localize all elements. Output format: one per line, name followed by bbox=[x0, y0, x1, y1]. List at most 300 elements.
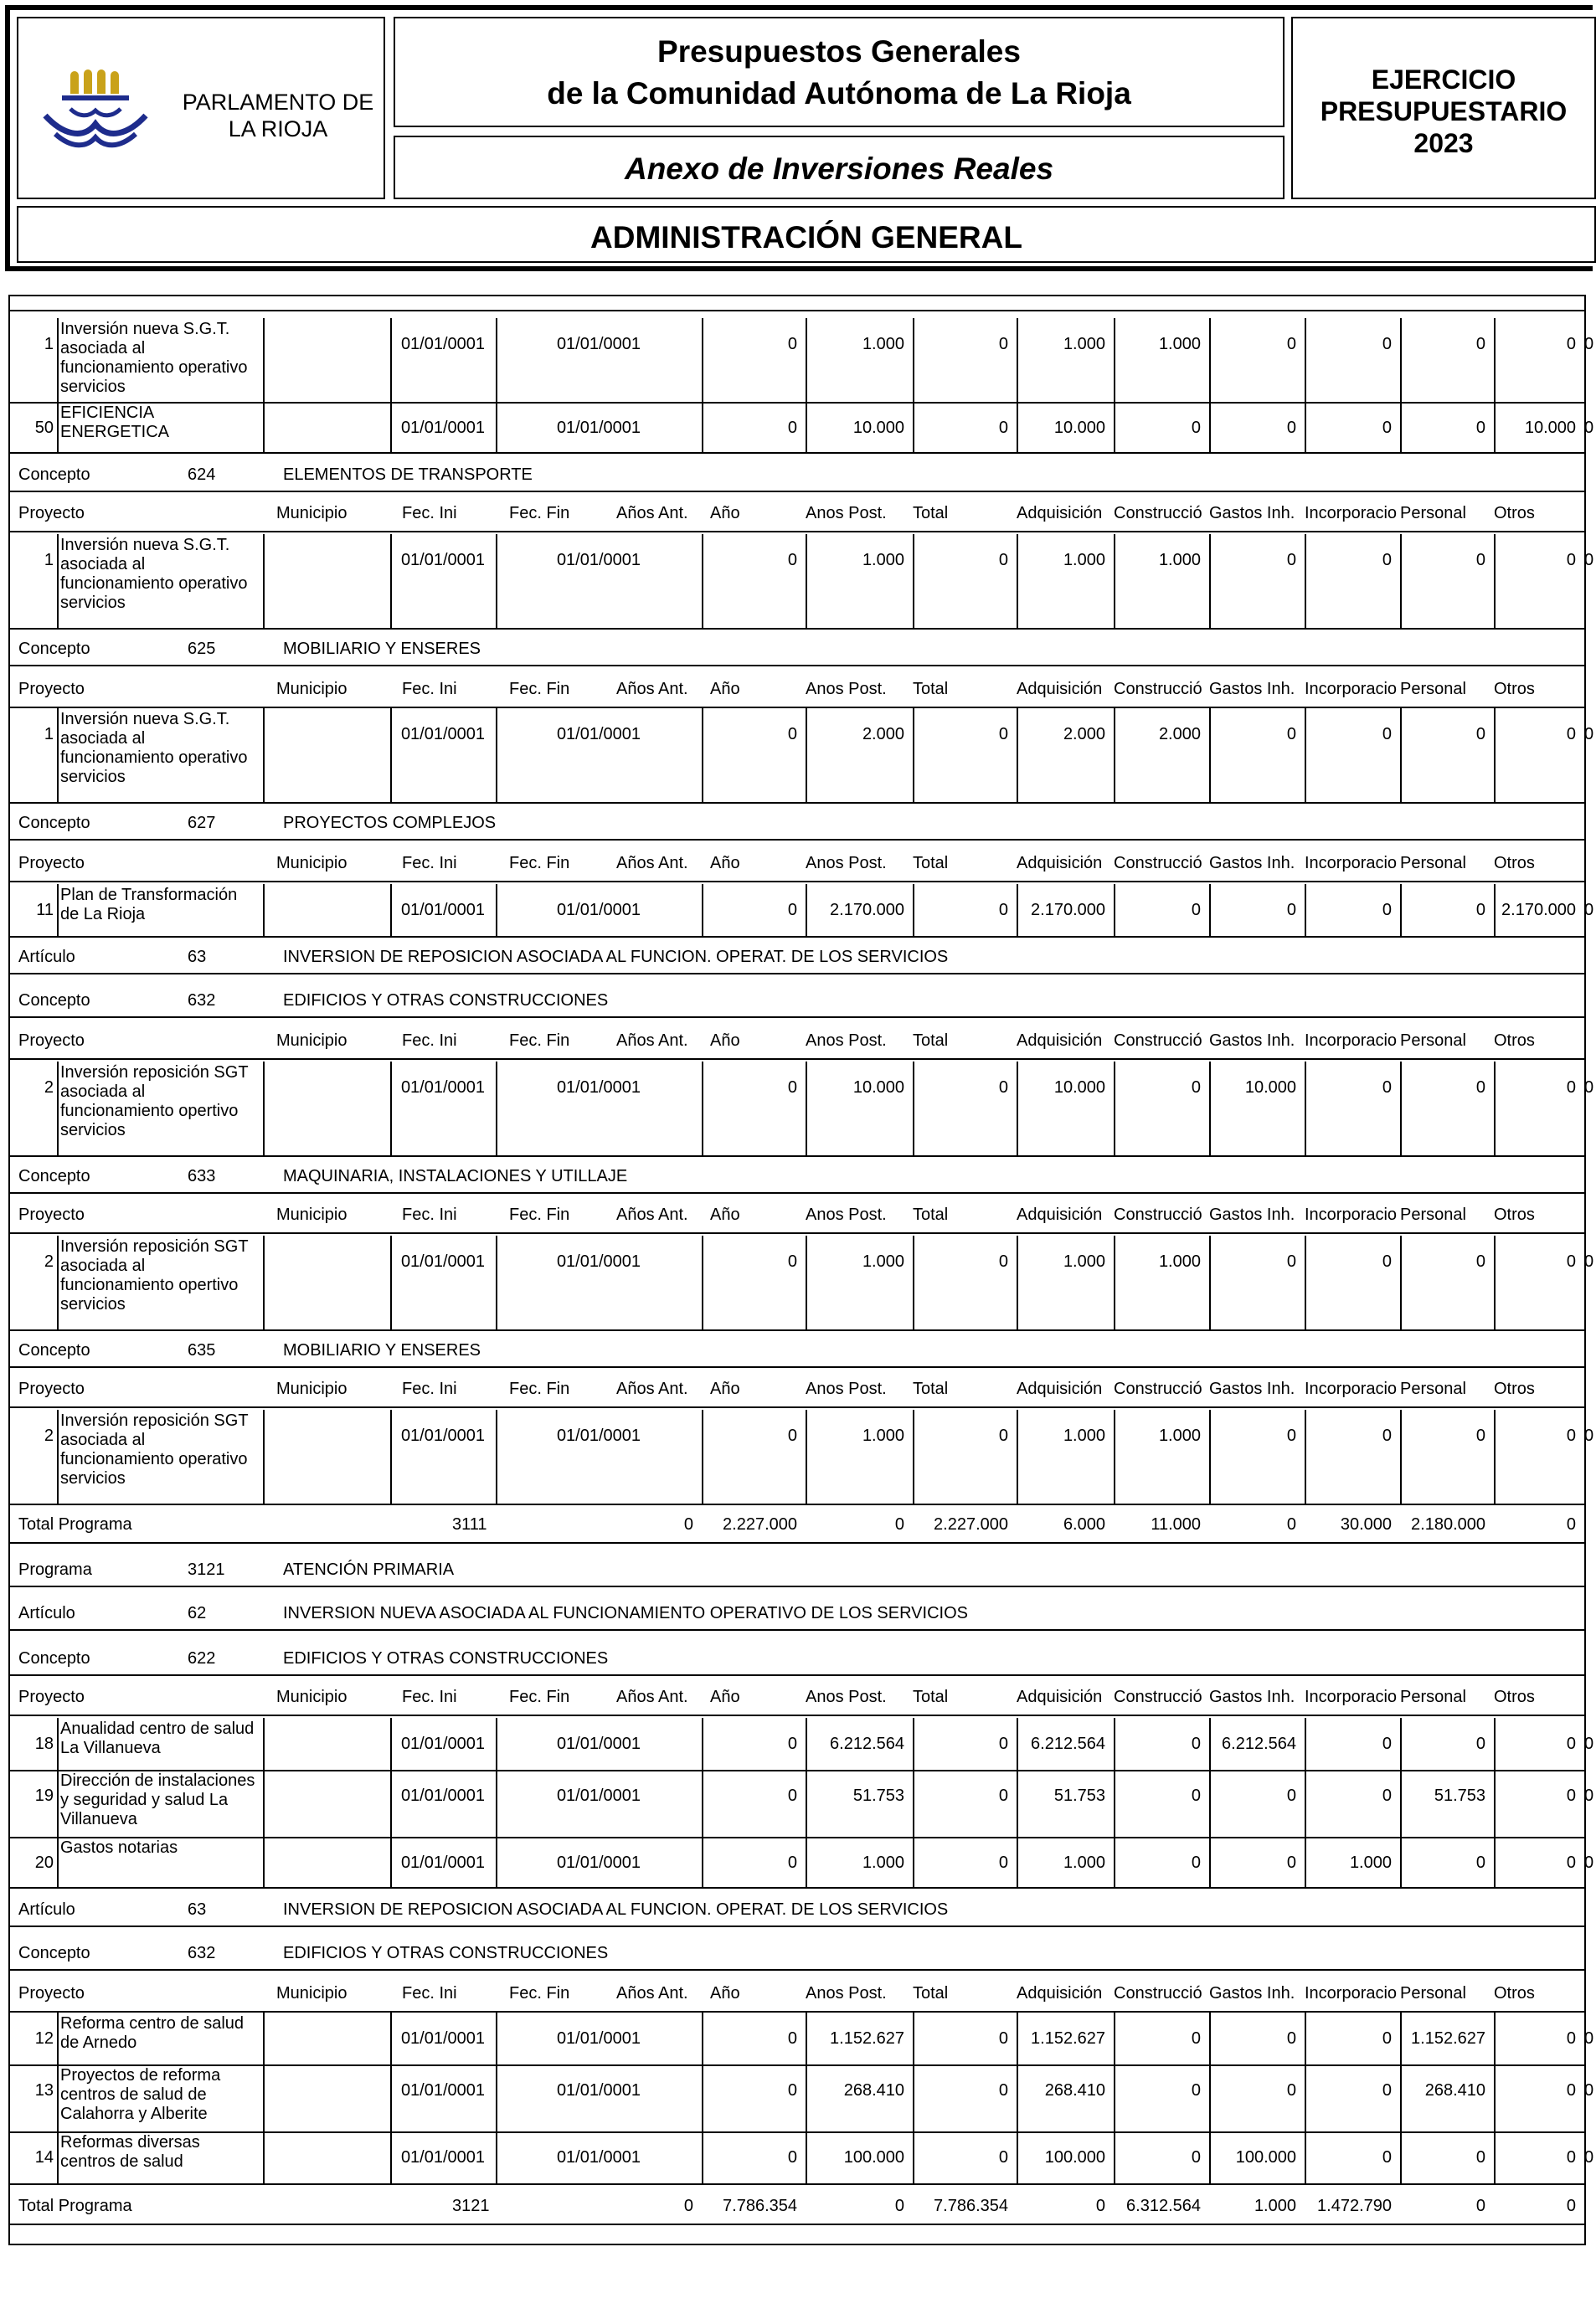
section-rule bbox=[8, 1586, 1584, 1587]
ano-value: 51.753 bbox=[852, 1787, 904, 1805]
column-header: Año bbox=[710, 1380, 740, 1398]
fecha-fin: 01/01/0001 bbox=[556, 2081, 641, 2100]
total-value: 10.000 bbox=[1053, 419, 1105, 437]
column-rule bbox=[913, 1236, 914, 1329]
otros-value: 0 bbox=[1584, 1078, 1594, 1097]
column-rule bbox=[1017, 1062, 1018, 1155]
anos-anteriores-value: 0 bbox=[787, 419, 797, 437]
column-header: Anos Post. bbox=[806, 1206, 887, 1224]
column-header: Incorporacio bbox=[1305, 1984, 1397, 2003]
column-header: Fec. Fin bbox=[509, 1688, 570, 1706]
personal-value: 0 bbox=[1566, 2148, 1576, 2167]
column-header: Adquisición bbox=[1017, 1380, 1103, 1398]
column-header: Incorporacio bbox=[1305, 1206, 1397, 1224]
project-description: Inversión nueva S.G.T. asociada al funcionamiento operativo servicios bbox=[60, 320, 248, 396]
level-label: Concepto bbox=[18, 1167, 90, 1185]
level-label: Programa bbox=[18, 1560, 92, 1579]
column-header: Construcció bbox=[1114, 1206, 1202, 1224]
project-description: Gastos notarias bbox=[60, 1838, 178, 1857]
construccion-value: 0 bbox=[1286, 2029, 1296, 2048]
section-rule bbox=[8, 1674, 1584, 1676]
fecha-inicio: 01/01/0001 bbox=[400, 335, 486, 353]
anos-posteriores-value: 0 bbox=[998, 1787, 1008, 1805]
column-rule bbox=[496, 318, 497, 402]
column-header: Personal bbox=[1400, 854, 1466, 872]
gastos-inh-value: 0 bbox=[1382, 1787, 1392, 1805]
column-header: Construcció bbox=[1114, 504, 1202, 522]
column-header: Construcció bbox=[1114, 1380, 1202, 1398]
column-rule bbox=[57, 1770, 59, 1837]
title-line-1: Presupuestos Generales bbox=[657, 34, 1021, 69]
anos-posteriores-value: 0 bbox=[998, 1427, 1008, 1445]
gastos-inh-value: 0 bbox=[1382, 1078, 1392, 1097]
column-rule bbox=[1400, 318, 1402, 402]
column-rule bbox=[806, 708, 807, 802]
personal-value: 2.170.000 bbox=[1501, 901, 1576, 919]
column-header: Fec. Ini bbox=[402, 854, 457, 872]
project-number: 2 bbox=[44, 1427, 54, 1445]
column-header: Años Ant. bbox=[616, 854, 688, 872]
project-description: Plan de Transformación de La Rioja bbox=[60, 886, 238, 923]
column-rule bbox=[263, 402, 265, 452]
personal-value: 0 bbox=[1566, 551, 1576, 569]
column-rule bbox=[390, 708, 392, 802]
column-rule bbox=[496, 1410, 497, 1504]
header-rule bbox=[8, 1715, 1584, 1716]
personal-value: 0 bbox=[1566, 1787, 1576, 1805]
column-rule bbox=[1209, 708, 1211, 802]
column-rule bbox=[263, 2064, 265, 2131]
total-code: 3121 bbox=[452, 2197, 490, 2215]
column-rule bbox=[1017, 1236, 1018, 1329]
anos-posteriores-value: 0 bbox=[998, 335, 1008, 353]
anos-anteriores-value: 0 bbox=[787, 901, 797, 919]
total-value: 6.312.564 bbox=[1126, 2197, 1201, 2215]
column-header: Incorporacio bbox=[1305, 1031, 1397, 1050]
level-code: 632 bbox=[188, 991, 216, 1010]
header-rule bbox=[8, 1058, 1584, 1060]
column-rule bbox=[1494, 318, 1496, 402]
ano-value: 10.000 bbox=[852, 1078, 904, 1097]
row-rule bbox=[8, 1887, 1584, 1889]
project-number: 1 bbox=[44, 551, 54, 569]
column-header: Gastos Inh. bbox=[1209, 854, 1295, 872]
column-header: Año bbox=[710, 1031, 740, 1050]
column-rule bbox=[263, 1718, 265, 1770]
column-header: Construcció bbox=[1114, 854, 1202, 872]
column-rule bbox=[496, 534, 497, 628]
row-rule bbox=[8, 1155, 1584, 1157]
column-rule bbox=[57, 1236, 59, 1329]
otros-value: 0 bbox=[1584, 2081, 1594, 2100]
personal-value: 0 bbox=[1566, 1427, 1576, 1445]
fecha-inicio: 01/01/0001 bbox=[400, 2029, 486, 2048]
column-header: Proyecto bbox=[18, 1984, 85, 2003]
construccion-value: 0 bbox=[1286, 901, 1296, 919]
fecha-fin: 01/01/0001 bbox=[556, 2148, 641, 2167]
project-description: Reforma centro de salud de Arnedo bbox=[60, 2014, 245, 2052]
total-value: 0 bbox=[1095, 2197, 1105, 2215]
column-header: Personal bbox=[1400, 1206, 1466, 1224]
level-code: 3121 bbox=[188, 1560, 225, 1579]
column-rule bbox=[1494, 1236, 1496, 1329]
fecha-inicio: 01/01/0001 bbox=[400, 2148, 486, 2167]
column-header: Fec. Fin bbox=[509, 680, 570, 698]
total-value: 0 bbox=[894, 2197, 904, 2215]
anos-posteriores-value: 0 bbox=[998, 1078, 1008, 1097]
level-label: Concepto bbox=[18, 814, 90, 832]
project-description: Inversión reposición SGT asociada al funcionamiento opertivo servicios bbox=[60, 1237, 249, 1314]
construccion-value: 0 bbox=[1286, 335, 1296, 353]
otros-value: 0 bbox=[1584, 2148, 1594, 2167]
column-header: Adquisición bbox=[1017, 1984, 1103, 2003]
gastos-inh-value: 0 bbox=[1382, 551, 1392, 569]
column-header: Personal bbox=[1400, 1380, 1466, 1398]
total-value: 11.000 bbox=[1151, 1515, 1201, 1534]
column-header: Proyecto bbox=[18, 680, 85, 698]
column-rule bbox=[1114, 1062, 1115, 1155]
column-rule bbox=[1114, 318, 1115, 402]
personal-value: 0 bbox=[1566, 725, 1576, 743]
row-rule bbox=[8, 452, 1584, 454]
header-rule bbox=[8, 881, 1584, 882]
level-code: 625 bbox=[188, 640, 216, 658]
project-number: 2 bbox=[44, 1252, 54, 1271]
project-number: 20 bbox=[34, 1854, 54, 1872]
column-header: Total bbox=[913, 1380, 949, 1398]
column-header: Municipio bbox=[276, 854, 348, 872]
column-rule bbox=[1209, 1236, 1211, 1329]
row-rule bbox=[8, 936, 1584, 938]
anos-anteriores-value: 0 bbox=[787, 335, 797, 353]
column-header: Año bbox=[710, 854, 740, 872]
project-description: Inversión nueva S.G.T. asociada al funcionamiento operativo servicios bbox=[60, 536, 248, 612]
total-value: 2.000 bbox=[1063, 725, 1105, 743]
level-code: 63 bbox=[188, 1900, 207, 1919]
column-header: Total bbox=[913, 504, 949, 522]
fecha-inicio: 01/01/0001 bbox=[400, 1427, 486, 1445]
column-header: Personal bbox=[1400, 1984, 1466, 2003]
gastos-inh-value: 0 bbox=[1382, 419, 1392, 437]
column-rule bbox=[1494, 1062, 1496, 1155]
anos-posteriores-value: 0 bbox=[998, 1252, 1008, 1271]
column-header: Anos Post. bbox=[806, 1688, 887, 1706]
column-header: Otros bbox=[1494, 680, 1535, 698]
anos-anteriores-value: 0 bbox=[787, 1787, 797, 1805]
column-rule bbox=[1305, 1062, 1306, 1155]
fecha-inicio: 01/01/0001 bbox=[400, 1078, 486, 1097]
incorporacion-value: 268.410 bbox=[1424, 2081, 1485, 2100]
anos-anteriores-value: 0 bbox=[787, 2148, 797, 2167]
ano-value: 10.000 bbox=[852, 419, 904, 437]
section-rule bbox=[8, 491, 1584, 492]
section-rule bbox=[8, 1192, 1584, 1194]
ejercicio-year: 2023 bbox=[1413, 128, 1474, 158]
construccion-value: 0 bbox=[1286, 1427, 1296, 1445]
column-rule bbox=[263, 318, 265, 402]
construccion-value: 6.212.564 bbox=[1222, 1735, 1296, 1753]
column-rule bbox=[57, 1062, 59, 1155]
personal-value: 0 bbox=[1566, 335, 1576, 353]
project-number: 18 bbox=[34, 1735, 54, 1753]
project-number: 12 bbox=[34, 2029, 54, 2048]
personal-value: 10.000 bbox=[1524, 419, 1576, 437]
column-rule bbox=[57, 318, 59, 402]
column-rule bbox=[1017, 708, 1018, 802]
total-value: 1.152.627 bbox=[1031, 2029, 1105, 2048]
incorporacion-value: 0 bbox=[1475, 1078, 1485, 1097]
column-header: Anos Post. bbox=[806, 1380, 887, 1398]
project-description: EFICIENCIA ENERGETICA bbox=[60, 404, 170, 441]
row-rule bbox=[8, 802, 1584, 804]
construccion-value: 0 bbox=[1286, 551, 1296, 569]
incorporacion-value: 0 bbox=[1475, 551, 1485, 569]
anos-anteriores-value: 0 bbox=[787, 1854, 797, 1872]
column-rule bbox=[57, 2013, 59, 2064]
fecha-inicio: 01/01/0001 bbox=[400, 2081, 486, 2100]
project-description: Proyectos de reforma centros de salud de Calahorra y Alberite bbox=[60, 2066, 221, 2123]
column-rule bbox=[702, 318, 703, 402]
column-header: Otros bbox=[1494, 1206, 1535, 1224]
column-header: Otros bbox=[1494, 504, 1535, 522]
construccion-value: 100.000 bbox=[1235, 2148, 1296, 2167]
column-header: Total bbox=[913, 854, 949, 872]
project-description: Anualidad centro de salud La Villanueva bbox=[60, 1720, 255, 1757]
total-value: 0 bbox=[1566, 1515, 1576, 1534]
column-rule bbox=[1305, 1410, 1306, 1504]
column-header: Anos Post. bbox=[806, 1984, 887, 2003]
row-rule bbox=[8, 628, 1584, 630]
column-header: Fec. Ini bbox=[402, 1380, 457, 1398]
anos-posteriores-value: 0 bbox=[998, 551, 1008, 569]
fecha-fin: 01/01/0001 bbox=[556, 551, 641, 569]
incorporacion-value: 0 bbox=[1475, 1854, 1485, 1872]
ano-value: 268.410 bbox=[843, 2081, 904, 2100]
total-value: 1.000 bbox=[1063, 1854, 1105, 1872]
anos-posteriores-value: 0 bbox=[998, 725, 1008, 743]
column-rule bbox=[702, 534, 703, 628]
fecha-fin: 01/01/0001 bbox=[556, 419, 641, 437]
otros-value: 0 bbox=[1584, 725, 1594, 743]
header-rule bbox=[8, 1232, 1584, 1234]
gastos-inh-value: 1.000 bbox=[1349, 1854, 1392, 1872]
otros-value: 0 bbox=[1584, 1252, 1594, 1271]
level-description: ELEMENTOS DE TRANSPORTE bbox=[283, 465, 533, 484]
level-code: 627 bbox=[188, 814, 216, 832]
column-rule bbox=[806, 1236, 807, 1329]
level-description: PROYECTOS COMPLEJOS bbox=[283, 814, 497, 832]
fecha-fin: 01/01/0001 bbox=[556, 2029, 641, 2048]
title-line-2: de la Comunidad Autónoma de La Rioja bbox=[547, 76, 1131, 111]
column-header: Municipio bbox=[276, 1688, 348, 1706]
column-header: Año bbox=[710, 504, 740, 522]
column-rule bbox=[263, 1837, 265, 1887]
column-header: Fec. Fin bbox=[509, 1984, 570, 2003]
ano-value: 1.000 bbox=[862, 551, 904, 569]
adquisicion-value: 0 bbox=[1191, 1078, 1201, 1097]
column-rule bbox=[1209, 1062, 1211, 1155]
gastos-inh-value: 0 bbox=[1382, 725, 1392, 743]
level-description: MOBILIARIO Y ENSERES bbox=[283, 640, 481, 658]
column-header: Incorporacio bbox=[1305, 680, 1397, 698]
adquisicion-value: 0 bbox=[1191, 1735, 1201, 1753]
column-header: Proyecto bbox=[18, 854, 85, 872]
column-rule bbox=[702, 1410, 703, 1504]
column-rule bbox=[390, 318, 392, 402]
column-rule bbox=[263, 1770, 265, 1837]
adquisicion-value: 1.000 bbox=[1158, 1427, 1201, 1445]
fecha-fin: 01/01/0001 bbox=[556, 725, 641, 743]
column-rule bbox=[702, 1062, 703, 1155]
total-code: 3111 bbox=[452, 1515, 487, 1534]
project-number: 11 bbox=[36, 901, 54, 919]
gastos-inh-value: 0 bbox=[1382, 2081, 1392, 2100]
otros-value: 0 bbox=[1584, 419, 1594, 437]
otros-value: 0 bbox=[1584, 901, 1594, 919]
level-description: ATENCIÓN PRIMARIA bbox=[283, 1560, 455, 1579]
ano-value: 100.000 bbox=[843, 2148, 904, 2167]
total-value: 30.000 bbox=[1340, 1515, 1392, 1534]
construccion-value: 0 bbox=[1286, 419, 1296, 437]
anos-anteriores-value: 0 bbox=[787, 2029, 797, 2048]
column-header: Otros bbox=[1494, 1380, 1535, 1398]
adquisicion-value: 2.000 bbox=[1158, 725, 1201, 743]
otros-value: 0 bbox=[1584, 1735, 1594, 1753]
fecha-inicio: 01/01/0001 bbox=[400, 1854, 486, 1872]
otros-value: 0 bbox=[1584, 1854, 1594, 1872]
column-header: Adquisición bbox=[1017, 1031, 1103, 1050]
column-header: Otros bbox=[1494, 1031, 1535, 1050]
incorporacion-value: 0 bbox=[1475, 419, 1485, 437]
project-number: 1 bbox=[44, 335, 54, 353]
total-label: Total Programa bbox=[18, 2197, 132, 2215]
level-label: Concepto bbox=[18, 640, 90, 658]
column-rule bbox=[57, 1718, 59, 1770]
column-rule bbox=[57, 884, 59, 936]
column-header: Fec. Fin bbox=[509, 1031, 570, 1050]
anos-anteriores-value: 0 bbox=[787, 551, 797, 569]
column-header: Fec. Ini bbox=[402, 1031, 457, 1050]
column-header: Personal bbox=[1400, 680, 1466, 698]
anos-posteriores-value: 0 bbox=[998, 2081, 1008, 2100]
construccion-value: 0 bbox=[1286, 2081, 1296, 2100]
project-description: Dirección de instalaciones y seguridad y salud La Villanueva bbox=[60, 1771, 255, 1828]
column-rule bbox=[1400, 708, 1402, 802]
column-rule bbox=[263, 534, 265, 628]
project-number: 1 bbox=[44, 725, 54, 743]
total-value: 2.227.000 bbox=[723, 1515, 797, 1534]
column-rule bbox=[1017, 318, 1018, 402]
construccion-value: 0 bbox=[1286, 725, 1296, 743]
project-number: 13 bbox=[34, 2081, 54, 2100]
gastos-inh-value: 0 bbox=[1382, 1735, 1392, 1753]
fecha-fin: 01/01/0001 bbox=[556, 335, 641, 353]
column-rule bbox=[57, 534, 59, 628]
total-rule bbox=[8, 1542, 1584, 1544]
level-code: 63 bbox=[188, 948, 207, 966]
column-rule bbox=[1114, 1236, 1115, 1329]
ejercicio-line-2: PRESUPUESTARIO bbox=[1320, 96, 1568, 126]
column-rule bbox=[913, 1062, 914, 1155]
otros-value: 0 bbox=[1584, 2029, 1594, 2048]
column-header: Total bbox=[913, 1031, 949, 1050]
anos-anteriores-value: 0 bbox=[787, 1078, 797, 1097]
adquisicion-value: 1.000 bbox=[1158, 551, 1201, 569]
column-header: Municipio bbox=[276, 504, 348, 522]
level-label: Artículo bbox=[18, 1900, 75, 1919]
total-value: 2.170.000 bbox=[1031, 901, 1105, 919]
personal-value: 0 bbox=[1566, 1252, 1576, 1271]
gastos-inh-value: 0 bbox=[1382, 335, 1392, 353]
column-rule bbox=[1305, 1236, 1306, 1329]
personal-value: 0 bbox=[1566, 1854, 1576, 1872]
column-header: Año bbox=[710, 1688, 740, 1706]
anos-anteriores-value: 0 bbox=[787, 725, 797, 743]
column-header: Fec. Ini bbox=[402, 504, 457, 522]
adquisicion-value: 0 bbox=[1191, 2081, 1201, 2100]
header-rule bbox=[8, 531, 1584, 532]
column-header: Años Ant. bbox=[616, 1688, 688, 1706]
row-rule bbox=[8, 1504, 1584, 1505]
construccion-value: 0 bbox=[1286, 1854, 1296, 1872]
gastos-inh-value: 0 bbox=[1382, 2148, 1392, 2167]
column-header: Año bbox=[710, 1206, 740, 1224]
ano-value: 1.000 bbox=[862, 1854, 904, 1872]
column-rule bbox=[1305, 708, 1306, 802]
total-value: 0 bbox=[1475, 2197, 1485, 2215]
section-rule bbox=[8, 1366, 1584, 1368]
construccion-value: 0 bbox=[1286, 1252, 1296, 1271]
column-rule bbox=[390, 1410, 392, 1504]
column-rule bbox=[1305, 534, 1306, 628]
anos-anteriores-value: 0 bbox=[787, 1427, 797, 1445]
level-description: MOBILIARIO Y ENSERES bbox=[283, 1341, 481, 1360]
column-rule bbox=[496, 708, 497, 802]
total-value: 0 bbox=[683, 1515, 693, 1534]
gastos-inh-value: 0 bbox=[1382, 1427, 1392, 1445]
column-rule bbox=[806, 318, 807, 402]
incorporacion-value: 0 bbox=[1475, 335, 1485, 353]
column-rule bbox=[1494, 534, 1496, 628]
project-description: Inversión reposición SGT asociada al funcionamiento opertivo servicios bbox=[60, 1063, 249, 1139]
ano-value: 1.152.627 bbox=[830, 2029, 904, 2048]
column-rule bbox=[390, 1236, 392, 1329]
column-header: Fec. Ini bbox=[402, 1688, 457, 1706]
fecha-fin: 01/01/0001 bbox=[556, 1078, 641, 1097]
adquisicion-value: 1.000 bbox=[1158, 335, 1201, 353]
total-label: Total Programa bbox=[18, 1515, 132, 1534]
personal-value: 0 bbox=[1566, 2029, 1576, 2048]
level-label: Concepto bbox=[18, 1944, 90, 1962]
ano-value: 2.170.000 bbox=[830, 901, 904, 919]
column-header: Años Ant. bbox=[616, 1380, 688, 1398]
column-header: Gastos Inh. bbox=[1209, 1380, 1295, 1398]
level-label: Concepto bbox=[18, 991, 90, 1010]
project-number: 2 bbox=[44, 1078, 54, 1097]
column-header: Fec. Ini bbox=[402, 1206, 457, 1224]
project-description: Reformas diversas centros de salud bbox=[60, 2133, 200, 2171]
total-value: 1.000 bbox=[1063, 1427, 1105, 1445]
column-header: Proyecto bbox=[18, 1688, 85, 1706]
column-rule bbox=[1400, 1410, 1402, 1504]
column-header: Adquisición bbox=[1017, 854, 1103, 872]
column-header: Adquisición bbox=[1017, 1206, 1103, 1224]
incorporacion-value: 0 bbox=[1475, 725, 1485, 743]
column-rule bbox=[913, 534, 914, 628]
column-rule bbox=[57, 708, 59, 802]
header-rule bbox=[8, 707, 1584, 708]
fecha-inicio: 01/01/0001 bbox=[400, 1252, 486, 1271]
